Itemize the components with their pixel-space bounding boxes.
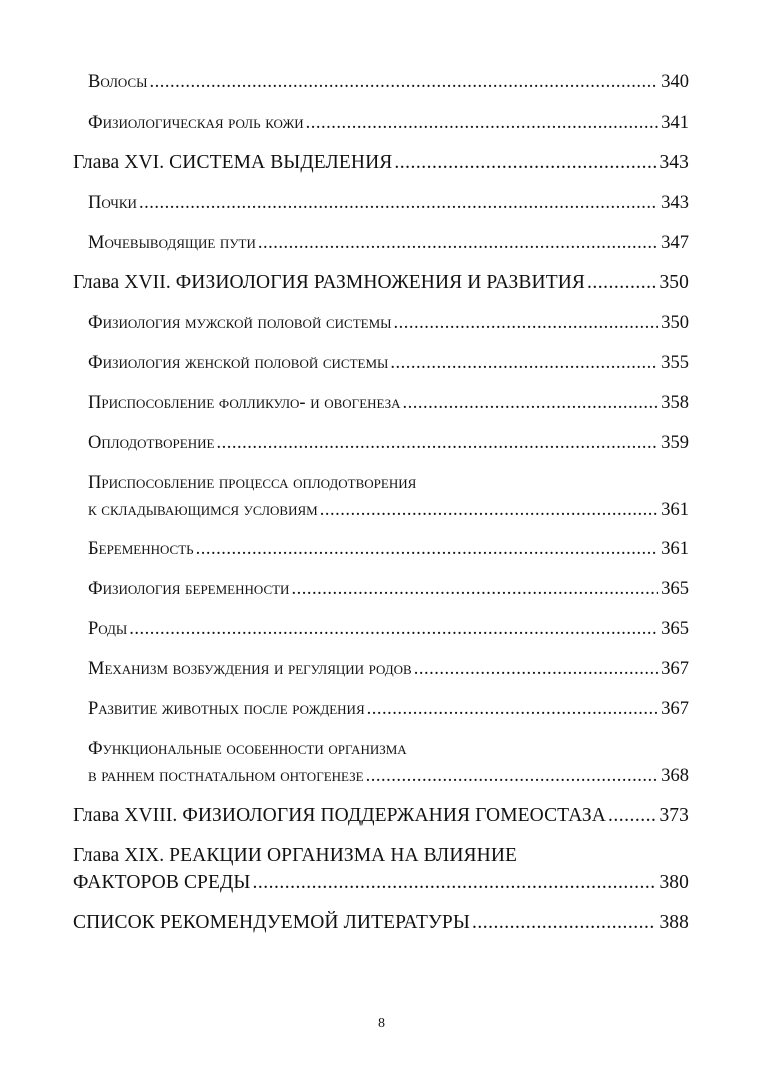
toc-section-entry[interactable] [88, 193, 689, 214]
dot-leader [253, 872, 657, 894]
toc-section-entry[interactable] [88, 72, 689, 93]
toc-entry-title: ФАКТОРОВ СРЕДЫ [73, 872, 251, 893]
toc-section-entry[interactable] [88, 659, 689, 680]
toc-entry-title: Механизм возбуждения и регуляции родов [88, 659, 412, 679]
toc-entry-page-number: 355 [661, 353, 689, 373]
toc-entry-page-number: 341 [661, 113, 689, 133]
toc-entry-title: СПИСОК РЕКОМЕНДУЕМОЙ ЛИТЕРАТУРЫ [73, 912, 470, 933]
dot-leader [608, 805, 656, 827]
toc-chapter-entry[interactable] [73, 872, 689, 894]
toc-entry-title-line1: Приспособление процесса оплодотворения [88, 473, 417, 493]
toc-section-entry[interactable] [88, 233, 689, 254]
toc-entry-page-number: 365 [661, 579, 689, 599]
toc-entry-title: Приспособление фолликуло- и овогенеза [88, 393, 401, 413]
dot-leader [472, 912, 656, 934]
dot-leader [149, 72, 658, 93]
dot-leader [306, 113, 659, 134]
toc-chapter-entry[interactable] [73, 152, 689, 174]
toc-entry-page-number: 380 [659, 872, 689, 893]
toc-entry-title: Роды [88, 619, 128, 639]
toc-section-entry[interactable] [88, 579, 689, 600]
dot-leader [320, 500, 659, 521]
toc-entry-page-number: 343 [659, 152, 689, 173]
dot-leader [366, 766, 659, 787]
dot-leader [414, 659, 659, 680]
dot-leader [139, 193, 658, 214]
toc-entry-title: Оплодотворение [88, 433, 215, 453]
dot-leader [587, 272, 656, 294]
toc-entry-title: Развитие животных после рождения [88, 699, 365, 719]
toc-entry-title: в раннем постнатальном онтогенезе [88, 766, 364, 786]
dot-leader [367, 699, 659, 720]
toc-entry-title: Физиология беременности [88, 579, 290, 599]
toc-entry-page-number: 361 [661, 500, 689, 520]
toc-section-entry[interactable] [88, 353, 689, 374]
toc-section-entry[interactable] [88, 619, 689, 640]
toc-section-entry[interactable] [88, 313, 689, 334]
dot-leader [390, 353, 658, 374]
page-number: 8 [378, 1016, 385, 1031]
dot-leader [291, 579, 658, 600]
toc-entry-title: Физиология женской половой системы [88, 353, 389, 373]
toc-entry-title: Волосы [88, 72, 148, 92]
toc-chapter-entry[interactable] [73, 912, 689, 934]
toc-entry-page-number: 350 [659, 272, 689, 293]
dot-leader [403, 393, 659, 414]
toc-entry-title-line1: Глава XIX. РЕАКЦИИ ОРГАНИЗМА НА ВЛИЯНИЕ [73, 845, 518, 866]
toc-entry-page-number: 350 [661, 313, 689, 333]
toc-entry-title: к складывающимся условиям [88, 500, 318, 520]
toc-entry-title: Беременность [88, 539, 194, 559]
toc-entry-title: Почки [88, 193, 137, 213]
dot-leader [394, 152, 656, 174]
toc-entry-page-number: 367 [661, 699, 689, 719]
dot-leader [258, 233, 658, 254]
toc-entry-title-line1: Функциональные особенности организма [88, 739, 407, 759]
dot-leader [393, 313, 658, 334]
toc-entry-page-number: 367 [661, 659, 689, 679]
toc-entry-page-number: 359 [661, 433, 689, 453]
toc-section-entry[interactable] [88, 113, 689, 134]
toc-section-entry[interactable] [88, 393, 689, 414]
toc-entry-page-number: 365 [661, 619, 689, 639]
toc-section-entry[interactable] [88, 766, 689, 787]
toc-entry-page-number: 373 [659, 805, 689, 826]
toc-entry-page-number: 361 [661, 539, 689, 559]
toc-entry-page-number: 340 [661, 72, 689, 92]
toc-section-entry[interactable] [88, 539, 689, 560]
toc-entry-title: Глава XVII. ФИЗИОЛОГИЯ РАЗМНОЖЕНИЯ И РАЗВИТИЯ [73, 272, 585, 293]
toc-entry-title: Физиология мужской половой системы [88, 313, 392, 333]
toc-section-entry[interactable] [88, 699, 689, 720]
toc-chapter-entry[interactable] [73, 272, 689, 294]
toc-entry-title: Глава XVIII. ФИЗИОЛОГИЯ ПОДДЕРЖАНИЯ ГОМЕОСТАЗА [73, 805, 606, 826]
toc-entry-page-number: 358 [661, 393, 689, 413]
dot-leader [196, 539, 659, 560]
toc-entry-page-number: 388 [659, 912, 689, 933]
toc-entry-title: Физиологическая роль кожи [88, 113, 304, 133]
toc-entry-page-number: 343 [661, 193, 689, 213]
toc-entry-title: Глава XVI. СИСТЕМА ВЫДЕЛЕНИЯ [73, 152, 393, 173]
toc-entry-page-number: 368 [661, 766, 689, 786]
toc-entry-page-number: 347 [661, 233, 689, 253]
toc-entry-title: Мочевыводящие пути [88, 233, 256, 253]
toc-section-entry[interactable] [88, 433, 689, 454]
toc-chapter-entry[interactable] [73, 805, 689, 827]
dot-leader [216, 433, 658, 454]
toc-section-entry[interactable] [88, 500, 689, 521]
dot-leader [129, 619, 658, 640]
